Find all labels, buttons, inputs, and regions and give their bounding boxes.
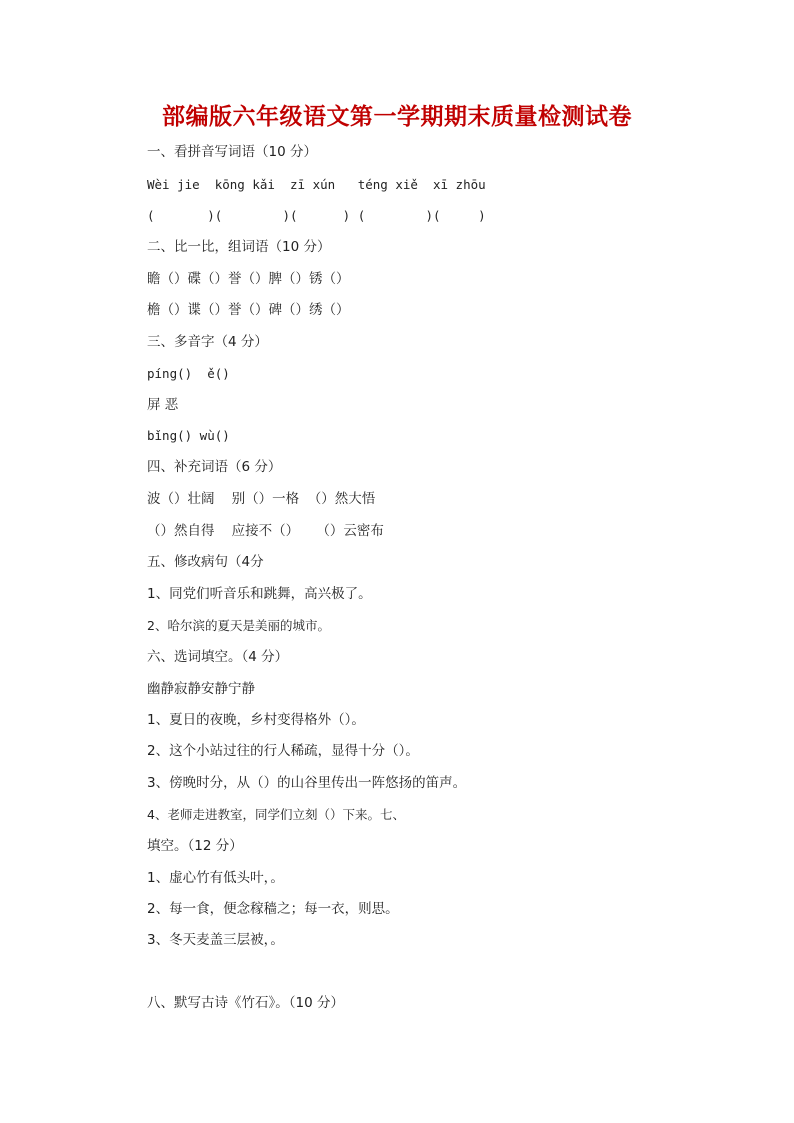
fill-item-2: 2、这个小站过往的行人稀疏，显得十分（）。 (147, 743, 419, 759)
sentence-1: 1、同党们听音乐和跳舞，高兴极了。 (147, 586, 372, 602)
blank-item-2: 2、每一食，便念稼穑之；每一衣，则思。 (147, 901, 399, 917)
polyphone-pinyin-1: píng() ě() (147, 366, 230, 381)
compare-row-1: 瞻（）碟（）誉（）脾（）锈（） (147, 271, 350, 287)
exam-title: 部编版六年级语文第一学期期末质量检测试卷 (162, 103, 632, 130)
section-8-heading: 八、默写古诗《竹石》。（10 分） (147, 995, 344, 1011)
blank-item-3: 3、冬天麦盖三层被，。 (147, 932, 284, 948)
section-6-heading: 六、选词填空。（4 分） (147, 649, 289, 665)
pinyin-line: Wèi jie kōng kǎi zī xún téng xiě xī zhōu (147, 177, 486, 192)
fill-item-3: 3、傍晚时分，从（）的山谷里传出一阵悠扬的笛声。 (147, 775, 467, 791)
fill-item-4: 4、老师走进教室，同学们立刻（）下来。七、 (147, 807, 405, 822)
section-2-heading: 二、比一比，组词语（10 分） (147, 239, 331, 255)
answer-brackets: ( )( )( ) ( )( ) (147, 208, 486, 223)
section-5-heading: 五、修改病句（4分 (147, 554, 264, 570)
idiom-row-1: 波（）壮阔 别（）一格 （）然大悟 (147, 491, 376, 507)
compare-row-2: 檐（）谍（）誉（）碑（）绣（） (147, 302, 350, 318)
section-7-heading: 填空。（12 分） (147, 838, 243, 854)
polyphone-pinyin-2: bǐng() wù() (147, 428, 230, 443)
polyphone-characters: 屏 恶 (147, 397, 179, 413)
idiom-row-2: （）然自得 应接不（） （）云密布 (147, 523, 384, 539)
section-4-heading: 四、补充词语（6 分） (147, 459, 282, 475)
blank-item-1: 1、虚心竹有低头叶，。 (147, 870, 284, 886)
fill-item-1: 1、夏日的夜晚，乡村变得格外（）。 (147, 712, 365, 728)
word-choices: 幽静寂静安静宁静 (147, 681, 255, 697)
section-3-heading: 三、多音字（4 分） (147, 334, 268, 350)
section-1-heading: 一、看拼音写词语（10 分） (147, 144, 317, 160)
sentence-2: 2、哈尔滨的夏天是美丽的城市。 (147, 618, 330, 633)
